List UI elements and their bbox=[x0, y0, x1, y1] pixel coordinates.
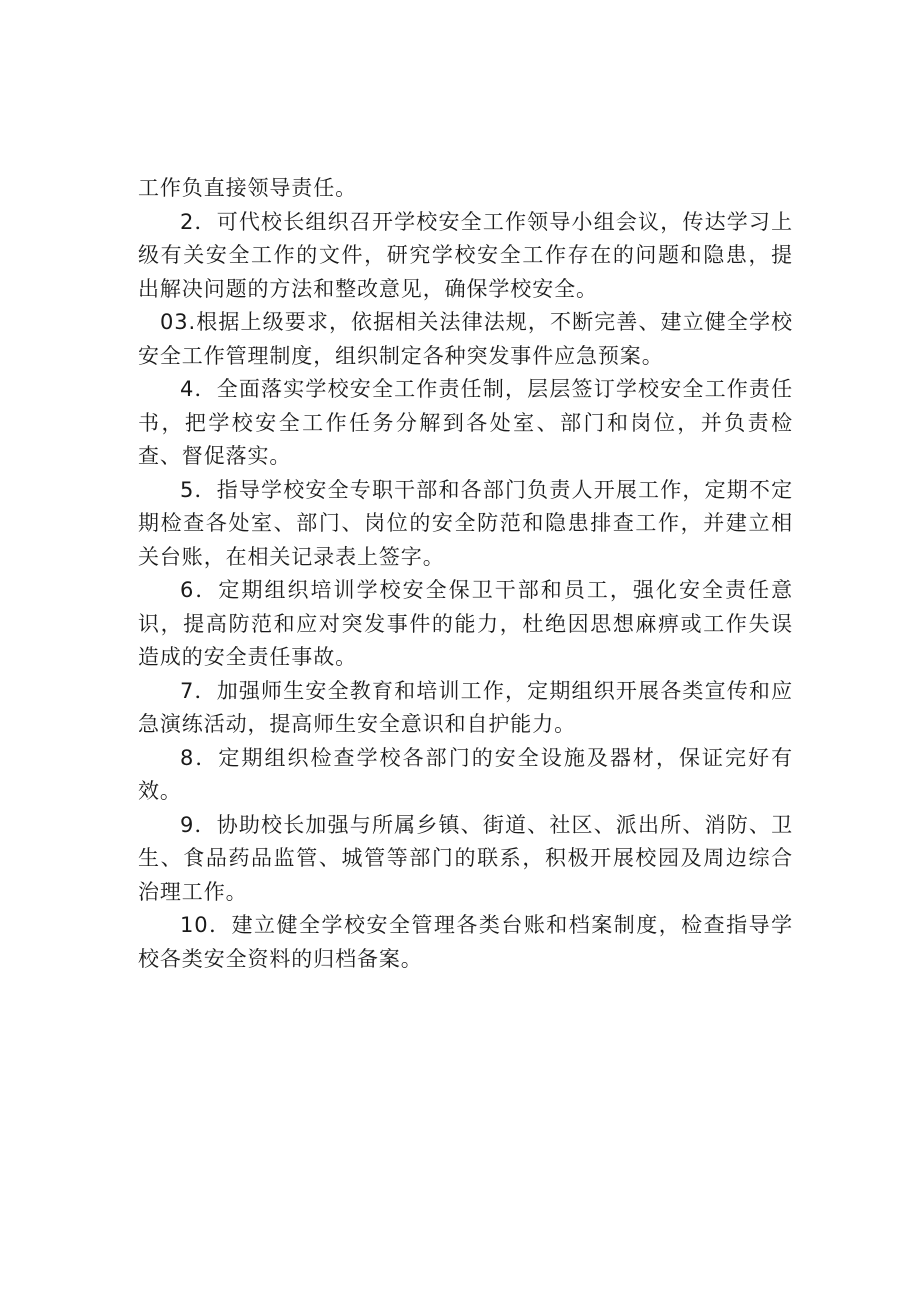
paragraph-item-9: 9．协助校长加强与所属乡镇、街道、社区、派出所、消防、卫生、食品药品监管、城管等部门的联系，积极开展校园及周边综合治理工作。 bbox=[138, 812, 793, 904]
paragraph-item-7: 7．加强师生安全教育和培训工作，定期组织开展各类宣传和应急演练活动，提高师生安全意识和自护能力。 bbox=[138, 678, 793, 736]
paragraph-item-6: 6．定期组织培训学校安全保卫干部和员工，强化安全责任意识，提高防范和应对突发事件的能力，杜绝因思想麻痹或工作失误造成的安全责任事故。 bbox=[138, 578, 793, 669]
paragraph-item-3: 03.根据上级要求，依据相关法律法规，不断完善、建立健全学校安全工作管理制度，组织制定各种突发事件应急预案。 bbox=[138, 310, 793, 368]
paragraph-item-4: 4．全面落实学校安全工作责任制，层层签订学校安全工作责任书，把学校安全工作任务分解到各处室、部门和岗位，并负责检查、督促落实。 bbox=[138, 377, 793, 468]
document-body bbox=[138, 172, 793, 976]
paragraph-continuation: 工作负直接领导责任。 bbox=[138, 176, 357, 200]
paragraph-item-10: 10．建立健全学校安全管理各类台账和档案制度，检查指导学校各类安全资料的归档备案。 bbox=[138, 913, 793, 971]
paragraph-item-8: 8．定期组织检查学校各部门的安全设施及器材，保证完好有效。 bbox=[138, 745, 793, 803]
paragraph-item-5: 5．指导学校安全专职干部和各部门负责人开展工作，定期不定期检查各处室、部门、岗位的安全防范和隐患排查工作，并建立相关台账，在相关记录表上签字。 bbox=[138, 477, 793, 569]
paragraph-item-2: 2．可代校长组织召开学校安全工作领导小组会议，传达学习上级有关安全工作的文件，研究学校安全工作存在的问题和隐患，提出解决问题的方法和整改意见，确保学校安全。 bbox=[138, 209, 793, 301]
